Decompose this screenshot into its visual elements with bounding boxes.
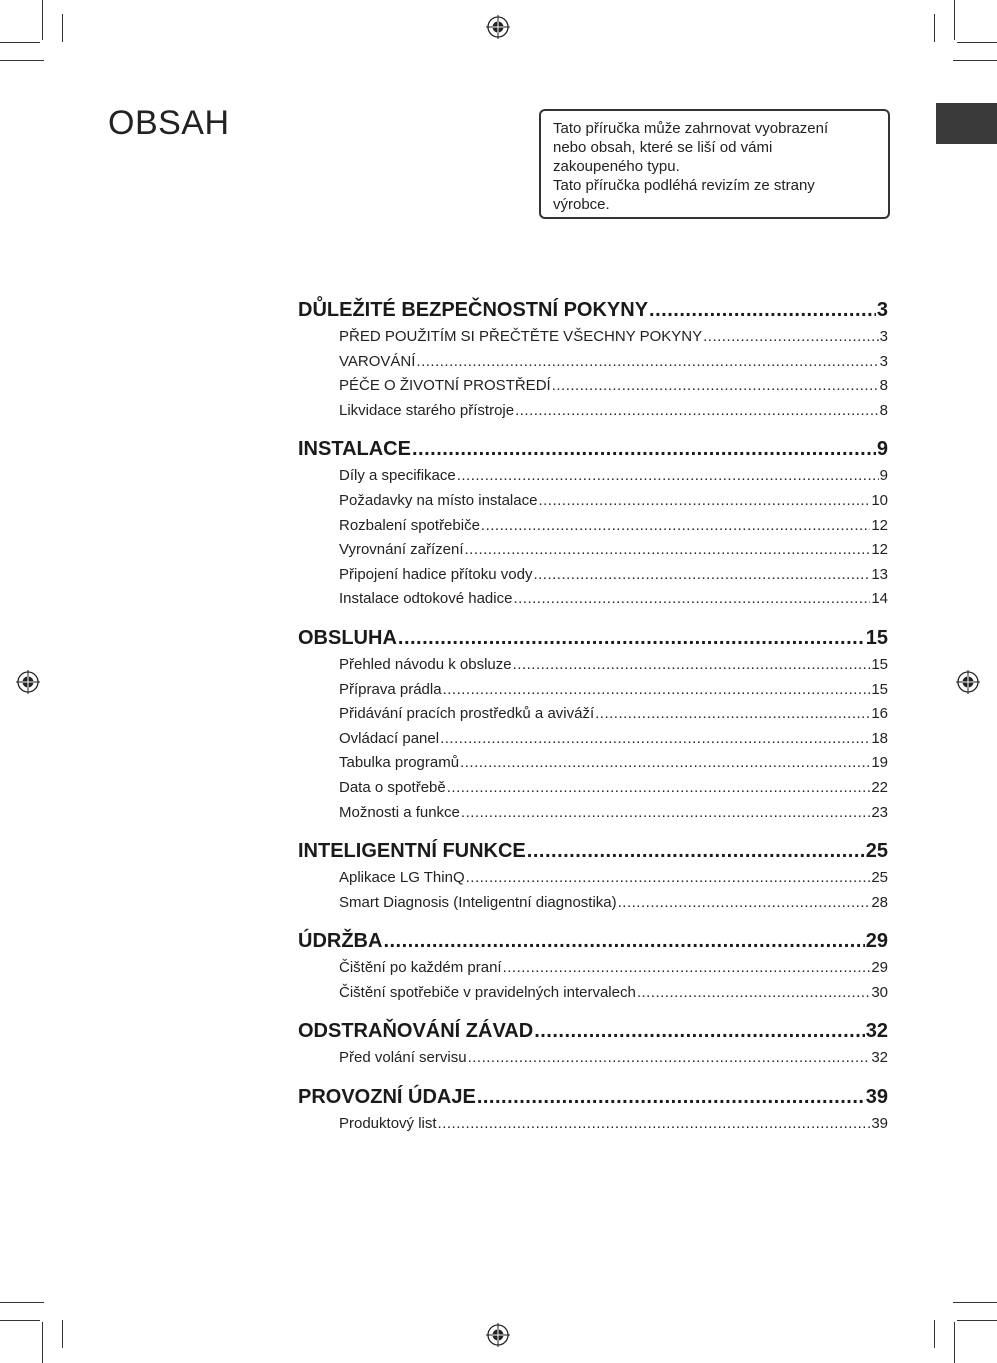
toc-entry[interactable] [298, 350, 888, 375]
toc-entry-label: Rozbalení spotřebiče [339, 516, 480, 534]
toc-entry[interactable] [298, 727, 888, 752]
registration-mark-icon [486, 1323, 510, 1347]
toc-entry-label: VAROVÁNÍ [339, 352, 416, 370]
leader-dots [477, 1083, 865, 1112]
leader-dots [465, 538, 871, 563]
toc-page-number: 22 [871, 778, 888, 796]
table-of-contents [298, 296, 888, 1149]
crop-mark [957, 42, 997, 43]
toc-section-maintenance [298, 927, 888, 1005]
crop-mark [957, 1320, 997, 1321]
toc-entry[interactable] [298, 399, 888, 424]
leader-dots [595, 702, 870, 727]
crop-mark [953, 60, 997, 61]
crop-mark [62, 14, 63, 42]
leader-dots [468, 1046, 871, 1071]
crop-mark [0, 42, 40, 43]
leader-dots [618, 891, 871, 916]
crop-mark [62, 1320, 63, 1348]
toc-entry[interactable] [298, 956, 888, 981]
notice-line: nebo obsah, které se liší od vámi [553, 139, 773, 156]
toc-entry-label: Příprava prádla [339, 680, 442, 698]
toc-entry[interactable] [298, 587, 888, 612]
toc-page-number: 32 [871, 1049, 888, 1067]
toc-entry[interactable] [298, 374, 888, 399]
toc-heading[interactable] [298, 296, 888, 325]
crop-mark [934, 1320, 935, 1348]
toc-page-number: 29 [865, 930, 888, 953]
registration-mark-icon [956, 670, 980, 694]
toc-entry[interactable] [298, 653, 888, 678]
crop-mark [934, 14, 935, 42]
toc-page-number: 16 [871, 705, 888, 723]
toc-entry-label: Aplikace LG ThinQ [339, 869, 465, 887]
crop-mark [0, 1302, 44, 1303]
toc-page-number: 18 [871, 729, 888, 747]
toc-entry[interactable] [298, 801, 888, 826]
leader-dots [457, 464, 879, 489]
crop-mark [42, 1322, 43, 1363]
crop-mark [0, 60, 44, 61]
toc-page-number: 9 [879, 467, 888, 485]
toc-heading-label: ODSTRAŇOVÁNÍ ZÁVAD [298, 1020, 534, 1043]
toc-entry-label: Ovládací panel [339, 729, 440, 747]
leader-dots [460, 751, 870, 776]
toc-heading-label: INSTALACE [298, 438, 411, 461]
leader-dots [461, 801, 870, 826]
leader-dots [481, 514, 870, 539]
leader-dots [438, 1112, 871, 1137]
toc-page-number: 14 [871, 590, 888, 608]
chapter-tab-marker [936, 103, 997, 144]
toc-heading[interactable] [298, 1083, 888, 1112]
notice-line: výrobce. [553, 196, 610, 213]
toc-section-operation [298, 624, 888, 825]
toc-page-number: 30 [871, 983, 888, 1001]
toc-page-number: 28 [871, 893, 888, 911]
toc-page-number: 19 [871, 754, 888, 772]
toc-entry-label: Přehled návodu k obsluze [339, 655, 512, 673]
toc-heading-label: INTELIGENTNÍ FUNKCE [298, 840, 526, 863]
leader-dots [443, 678, 871, 703]
leader-dots [649, 296, 876, 325]
toc-entry[interactable] [298, 981, 888, 1006]
notice-line: Tato příručka může zahrnovat vyobrazení [553, 120, 829, 137]
toc-entry-label: Čištění po každém praní [339, 959, 502, 977]
toc-entry-label: Požadavky na místo instalace [339, 491, 538, 509]
toc-entry[interactable] [298, 866, 888, 891]
leader-dots [447, 776, 871, 801]
toc-entry[interactable] [298, 464, 888, 489]
toc-page-number: 3 [879, 328, 888, 345]
toc-entry-label: Připojení hadice přítoku vody [339, 565, 533, 583]
toc-section-installation [298, 435, 888, 612]
crop-mark [0, 1320, 40, 1321]
toc-entry[interactable] [298, 489, 888, 514]
toc-entry-label: Smart Diagnosis (Inteligentní diagnostika) [339, 893, 617, 911]
toc-page-number: 3 [876, 299, 888, 321]
crop-mark [954, 1322, 955, 1363]
toc-page-number: 15 [871, 655, 888, 673]
toc-entry[interactable] [298, 702, 888, 727]
notice-box [539, 109, 890, 219]
toc-page-number: 32 [865, 1020, 888, 1043]
toc-page-number: 9 [876, 438, 888, 461]
toc-page-number: 12 [871, 541, 888, 559]
toc-page-number: 29 [871, 959, 888, 977]
toc-heading-label: OBSLUHA [298, 626, 397, 649]
registration-mark-icon [486, 15, 510, 39]
registration-mark-icon [16, 670, 40, 694]
toc-section-operating-data [298, 1083, 888, 1137]
leader-dots [527, 837, 865, 866]
notice-line: zakoupeného typu. [553, 158, 680, 175]
toc-entry-label: Vyrovnání zařízení [339, 541, 464, 559]
page-title: OBSAH [108, 104, 230, 142]
leader-dots [534, 1017, 865, 1046]
toc-heading-label: DŮLEŽITÉ BEZPEČNOSTNÍ POKYNY [298, 299, 649, 321]
toc-heading-label: ÚDRŽBA [298, 930, 383, 953]
toc-section-troubleshooting [298, 1017, 888, 1071]
leader-dots [503, 956, 871, 981]
toc-heading[interactable] [298, 624, 888, 653]
toc-heading[interactable] [298, 837, 888, 866]
leader-dots [513, 587, 870, 612]
toc-entry-label: Před volání servisu [339, 1049, 467, 1067]
toc-section-smart-functions [298, 837, 888, 915]
toc-page-number: 10 [871, 491, 888, 509]
toc-entry[interactable] [298, 1112, 888, 1137]
leader-dots [552, 374, 879, 399]
toc-heading-label: PROVOZNÍ ÚDAJE [298, 1086, 476, 1109]
toc-entry-label: Data o spotřebě [339, 778, 446, 796]
toc-entry-label: Likvidace starého přístroje [339, 401, 515, 419]
toc-page-number: 8 [879, 401, 888, 419]
toc-heading[interactable] [298, 1017, 888, 1046]
leader-dots [513, 653, 871, 678]
leader-dots [466, 866, 871, 891]
toc-page-number: 15 [865, 626, 888, 649]
toc-page-number: 39 [871, 1115, 888, 1133]
toc-entry[interactable] [298, 776, 888, 801]
toc-page-number: 25 [871, 869, 888, 887]
toc-page-number: 12 [871, 516, 888, 534]
toc-page-number: 25 [865, 840, 888, 863]
toc-entry-label: PÉČE O ŽIVOTNÍ PROSTŘEDÍ [339, 377, 551, 395]
crop-mark [953, 1302, 997, 1303]
toc-entry[interactable] [298, 563, 888, 588]
toc-heading[interactable] [298, 927, 888, 956]
toc-entry-label: Čištění spotřebiče v pravidelných intervalech [339, 983, 636, 1001]
leader-dots [538, 489, 870, 514]
toc-entry[interactable] [298, 538, 888, 563]
toc-entry-label: Produktový list [339, 1115, 437, 1133]
leader-dots [515, 399, 879, 424]
crop-mark [42, 0, 43, 40]
leader-dots [412, 435, 876, 464]
toc-section-safety [298, 296, 888, 423]
leader-dots [637, 981, 870, 1006]
toc-entry[interactable] [298, 751, 888, 776]
toc-entry[interactable] [298, 325, 888, 350]
leader-dots [398, 624, 865, 653]
leader-dots [416, 350, 878, 375]
toc-entry-label: Instalace odtokové hadice [339, 590, 513, 608]
toc-entry-label: Možnosti a funkce [339, 803, 460, 821]
toc-heading[interactable] [298, 435, 888, 464]
toc-page-number: 15 [871, 680, 888, 698]
notice-line: Tato příručka podléhá revizím ze strany [553, 177, 815, 194]
toc-page-number: 8 [879, 377, 888, 395]
toc-page-number: 3 [879, 352, 888, 370]
toc-entry[interactable] [298, 891, 888, 916]
toc-entry-label: PŘED POUŽITÍM SI PŘEČTĚTE VŠECHNY POKYNY [339, 328, 703, 345]
toc-entry[interactable] [298, 514, 888, 539]
toc-entry[interactable] [298, 1046, 888, 1071]
leader-dots [703, 325, 879, 350]
toc-page-number: 39 [865, 1086, 888, 1109]
toc-entry-label: Tabulka programů [339, 754, 460, 772]
toc-entry-label: Přidávání pracích prostředků a aviváží [339, 705, 595, 723]
toc-page-number: 13 [871, 565, 888, 583]
crop-mark [954, 0, 955, 40]
leader-dots [440, 727, 870, 752]
toc-page-number: 23 [871, 803, 888, 821]
toc-entry-label: Díly a specifikace [339, 467, 456, 485]
leader-dots [533, 563, 870, 588]
leader-dots [383, 927, 864, 956]
toc-entry[interactable] [298, 678, 888, 703]
